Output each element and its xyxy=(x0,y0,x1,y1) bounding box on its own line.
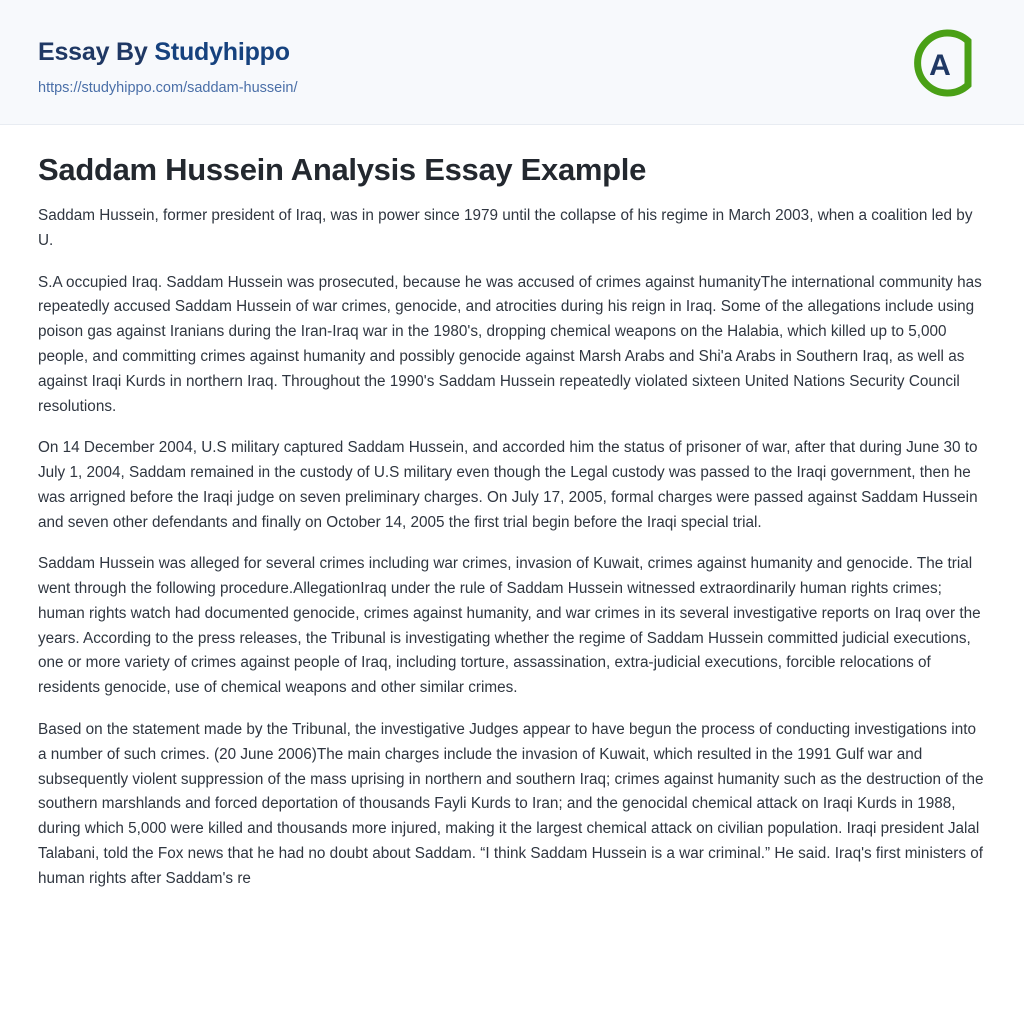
brand-title-secondary: Studyhippo xyxy=(154,38,290,66)
article-body xyxy=(38,204,984,891)
source-url-link[interactable]: https://studyhippo.com/saddam-hussein/ xyxy=(38,80,298,96)
brand-block xyxy=(38,38,298,96)
page-title: Saddam Hussein Analysis Essay Example xyxy=(38,152,647,187)
paragraph: Saddam Hussein was alleged for several crimes including war crimes, invasion of Kuwait, crimes against humanity and genocide. The trial went through the following procedure.AllegationIraq under the rule of Saddam Hussein witnessed extraordinarily human rights crimes; human rights watch had documented genocide, crimes against humanity, and war crimes in its several investigative reports on Iraq over the years. According to the press releases, the Tribunal is investigating whether the regime of Saddam Hussein committed judicial executions, one or more variety of crimes against people of Iraq, including torture, assassination, extra-judicial executions, forcible relocations of residents genocide, use of chemical weapons and other similar crimes. xyxy=(38,555,981,697)
paragraph: On 14 December 2004, U.S military captured Saddam Hussein, and accorded him the status of prisoner of war, after that during June 30 to July 1, 2004, Saddam remained in the custody of U.S military even though the Legal custody was passed to the Iraqi government, then he was arrigned before the Iraqi judge on seven preliminary charges. On July 17, 2005, formal charges were passed against Saddam Hussein and seven other defendants and finally on October 14, 2005 the first trial begin before the Iraqi special trial. xyxy=(38,439,978,531)
paragraph: Based on the statement made by the Tribunal, the investigative Judges appear to have begun the process of conducting investigations into a number of such crimes. (20 June 2006)The main charges include the invasion of Kuwait, which resulted in the 1991 Gulf war and subsequently violent suppression of the mass uprising in northern and southern Iraq; crimes against humanity such as the destruction of the southern marshlands and forced deportation of thousands Fayli Kurds to Iran; and the genocidal chemical attack on Iraqi Kurds in 1988, during which 5,000 were killed and thousands more injured, making it the largest chemical attack on civilian population. Iraqi president Jalal Talabani, told the Fox news that he had no doubt about Saddam. “I think Saddam Hussein is a war criminal.” He said. Iraq's first ministers of human rights after Saddam's re xyxy=(38,720,984,887)
svg-text:A: A xyxy=(929,49,951,82)
article-container xyxy=(0,125,1024,891)
studyhippo-logo-icon xyxy=(906,25,982,101)
paragraph: Saddam Hussein, former president of Iraq, was in power since 1979 until the collapse of his regime in March 2003, when a coalition led by U. xyxy=(38,207,973,249)
paragraph: S.A occupied Iraq. Saddam Hussein was prosecuted, because he was accused of crimes against humanityThe international community has repeatedly accused Saddam Hussein of war crimes, genocide, and atrocities during his reign in Iraq. Some of the allegations include using poison gas against Iranians during the Iran-Iraq war in the 1980's, dropping chemical weapons on the Halabia, which killed up to 5,000 people, and committing crimes against humanity and possibly genocide against Marsh Arabs and Shi'a Arabs in Southern Iraq, as well as against Iraqi Kurds in northern Iraq. Throughout the 1990's Saddam Hussein repeatedly violated sixteen United Nations Security Council resolutions. xyxy=(38,273,982,415)
site-header xyxy=(0,0,1024,125)
brand-title xyxy=(38,38,298,67)
brand-title-primary: Essay By xyxy=(38,38,155,66)
